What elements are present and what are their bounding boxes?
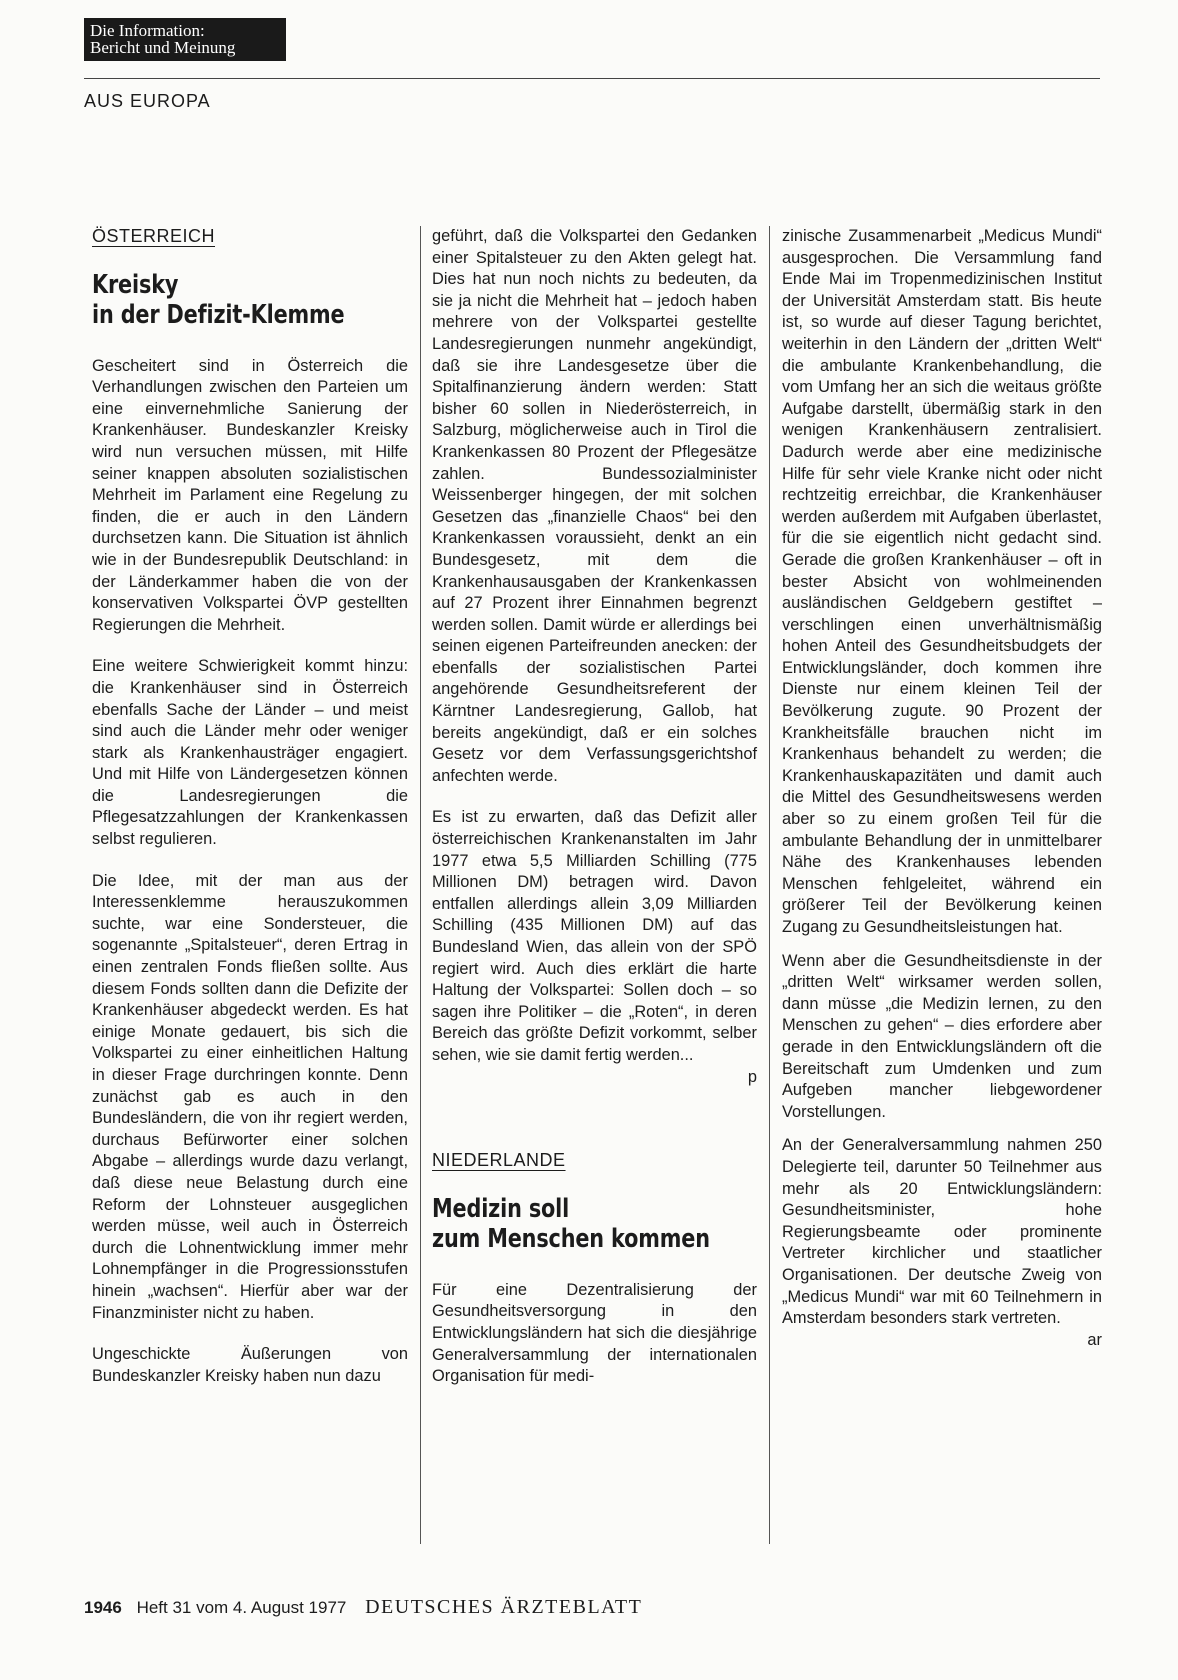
page-number: 1946: [84, 1598, 122, 1617]
header-badge: [84, 18, 286, 61]
header-badge-line2: Bericht und Meinung: [90, 38, 236, 57]
country-label: NIEDERLANDE: [432, 1150, 566, 1171]
paragraph: Gescheitert sind in Österreich die Verhandlungen zwischen den Parteien um eine einvernehmliche Sanierung der Krankenhäuser. Bundeskanzler Kreisky wird nun versuchen müssen, mit Hilfe seiner knappen absoluten sozialistischen Mehrheit im Parlament eine Regelung zu finden, die er auch in den Ländern durchsetzen kann. Die Situation ist ähnlich wie in der Bundesrepublik Deutschland: in der Länderkammer haben die von der konservativen Volkspartei ÖVP gestellten Regierungen die Mehrheit.: [92, 356, 408, 634]
header-rule: [84, 78, 1100, 79]
publication-name: DEUTSCHES ÄRZTEBLATT: [365, 1596, 643, 1618]
paragraph: Wenn aber die Gesundheitsdienste in der „dritten Welt“ wirksamer werden sollen, dann müsse „die Medizin lernen, zu den Menschen zu gehen“ – dies erfordere aber gerade in den Entwicklungsländern oft die Bereitschaft zum Umdenken und zum Aufgeben mancher liebgewordener Vorstellungen.: [782, 951, 1102, 1121]
headline-line: Kreisky: [92, 269, 179, 300]
issue-info: Heft 31 vom 4. August 1977: [136, 1598, 347, 1617]
country-label: ÖSTERREICH: [92, 226, 216, 246]
paragraph: Für eine Dezentralisierung der Gesundheitsversorgung in den Entwicklungsländern hat sich die diesjährige Generalversammlung der internationalen Organisation für medi-: [432, 1280, 757, 1386]
column-2: [432, 226, 757, 1408]
headline: [92, 270, 408, 330]
headline-line: Medizin soll: [432, 1193, 570, 1224]
page-footer: [84, 1596, 642, 1619]
paragraph: Es ist zu erwarten, daß das Defizit aller österreichischen Krankenanstalten im Jahr 1977 etwa 5,5 Milliarden Schilling (775 Millionen DM) betragen wird. Davon entfallen allerdings allein 3,09 Milliarden Schilling (435 Millionen DM) auf das Bundesland Wien, das allein von der SPÖ regiert wird. Auch dies erklärt die harte Haltung der Volkspartei: Sollen doch – so sagen ihre Politiker – die „Roten“, in deren Bereich das größte Defizit vorkommt, selber sehen, wie sie damit fertig werden...: [432, 808, 757, 1064]
paragraph: Ungeschickte Äußerungen von Bundeskanzler Kreisky haben nun dazu: [92, 1345, 408, 1385]
column-3: [782, 226, 1102, 1351]
section-label: AUS EUROPA: [84, 91, 211, 111]
author-initial: ar: [1087, 1330, 1102, 1349]
paragraph: zinische Zusammenarbeit „Medicus Mundi“ ausgesprochen. Die Versammlung fand Ende Mai im Tropenmedizinischen Institut der Universität Amsterdam statt. Bis heute ist, so wurde auf dieser Tagung berichtet, weiterhin in den Ländern der „dritten Welt“ die ambulante Krankenbehandlung, die vom Umfang her an sich die weitaus größte Aufgabe darstellt, übermäßig stark in den wenigen Krankenhäusern zentralisiert. Dadurch werde aber eine medizinische Hilfe für sehr viele Kranke nicht oder nicht rechtzeitig erreichbar, die Krankenhäuser werden außerdem mit Aufgaben überlastet, für die sie eigentlich nicht gedacht sind. Gerade die großen Krankenhäuser – oft in bester Absicht von wohlmeinenden ausländischen Geldgebern gestiftet – verschlingen einen unverhältnismäßig hohen Anteil des Gesundheitsbudgets der Entwicklungsländer, doch kommen ihre Dienste nur einem kleinen Teil der Bevölkerung zugute. 90 Prozent der Krankheitsfälle brauchen nicht im Krankenhaus behandelt zu werden; die Krankenhauskapazitäten und damit auch die Mittel des Gesundheitswesens werden aber so zu einem großen Teil für die ambulante Behandlung der in unmittelbarer Nähe des Krankenhauses lebenden Menschen fehlgeleitet, während ein größerer Teil der Bevölkerung keinen Zugang zu Gesundheitsleistungen hat.: [782, 227, 1102, 936]
headline: [432, 1194, 757, 1254]
column-divider: [769, 226, 770, 1544]
header-badge-line1: Die Information:: [90, 21, 205, 40]
author-initial: p: [747, 1067, 757, 1086]
column-1: [92, 226, 408, 1407]
headline-line: zum Menschen kommen: [432, 1223, 710, 1254]
paragraph: An der Generalversammlung nahmen 250 Delegierte teil, darunter 50 Teilnehmer aus mehr als 20 Entwicklungsländern: Gesundheitsminister, hohe Regierungsbeamte oder prominente Vertreter kirchlicher und staatlicher Organisationen. Der deutsche Zweig von „Medicus Mundi“ war mit 60 Teilnehmern in Amsterdam besonders stark vertreten.: [782, 1136, 1102, 1328]
paragraph: Die Idee, mit der man aus der Interessenklemme herauszukommen suchte, war eine Sondersteuer, die sogenannte „Spitalsteuer“, deren Ertrag in einen zentralen Fonds fließen sollte. Aus diesem Fonds sollten dann die Defizite der Krankenhäuser abgedeckt werden. Es hat einige Monate gedauert, bis sich die Volkspartei zu einer einheitlichen Haltung in dieser Frage durchringen konnte. Denn zunächst gab es auch in den Bundesländern, die von ihr regiert werden, durchaus Befürworter einer solchen Abgabe – allerdings wurde dazu verlangt, daß diese neue Belastung durch eine Reform der Lohnsteuer ausgeglichen werden müsse, weil auch in Österreich durch die Lohnentwicklung immer mehr Lohnempfänger in die Progressionsstufen hinein „wachsen“. Hierfür aber war der Finanzminister nicht zu haben.: [92, 871, 408, 1322]
paragraph: geführt, daß die Volkspartei den Gedanken einer Spitalsteuer zu den Akten gelegt hat. Dies hat nun noch nichts zu bedeuten, da sie ja nicht die Mehrheit hat – jedoch haben mehrere von der Volkspartei gestellte Landesregierungen nunmehr angekündigt, daß sie ihre Landesgesetze über die Spitalfinanzierung ändern werden: Statt bisher 60 sollen in Niederösterreich, in Salzburg, möglicherweise auch in Tirol die Krankenkassen 80 Prozent der Pflegesätze zahlen. Bundessozialminister Weissenberger hingegen, der mit solchen Gesetzen das „finanzielle Chaos“ bei den Krankenkassen voraussieht, denkt an ein Bundesgesetz, mit dem die Krankenhausausgaben der Krankenkassen auf 27 Prozent ihrer Einnahmen begrenzt werden sollen. Damit würde er allerdings bei seinen eigenen Parteifreunden anecken: der ebenfalls der sozialistischen Partei angehörende Gesundheitsreferent der Kärntner Landesregierung, Gallob, hat bereits angekündigt, daß er ein solches Gesetz vor dem Verfassungsgerichtshof anfechten werde.: [432, 227, 757, 785]
paragraph: Eine weitere Schwierigkeit kommt hinzu: die Krankenhäuser sind in Österreich ebenfalls Sache der Länder – und meist sind auch die Länder mehr oder weniger stark als Krankenhausträger engagiert. Und mit Hilfe von Ländergesetzen können die Landesregierungen die Pflegesatzzahlungen der Krankenkassen selbst regulieren.: [92, 657, 408, 849]
headline-line: in der Defizit-Klemme: [92, 299, 345, 330]
column-divider: [420, 226, 421, 1544]
